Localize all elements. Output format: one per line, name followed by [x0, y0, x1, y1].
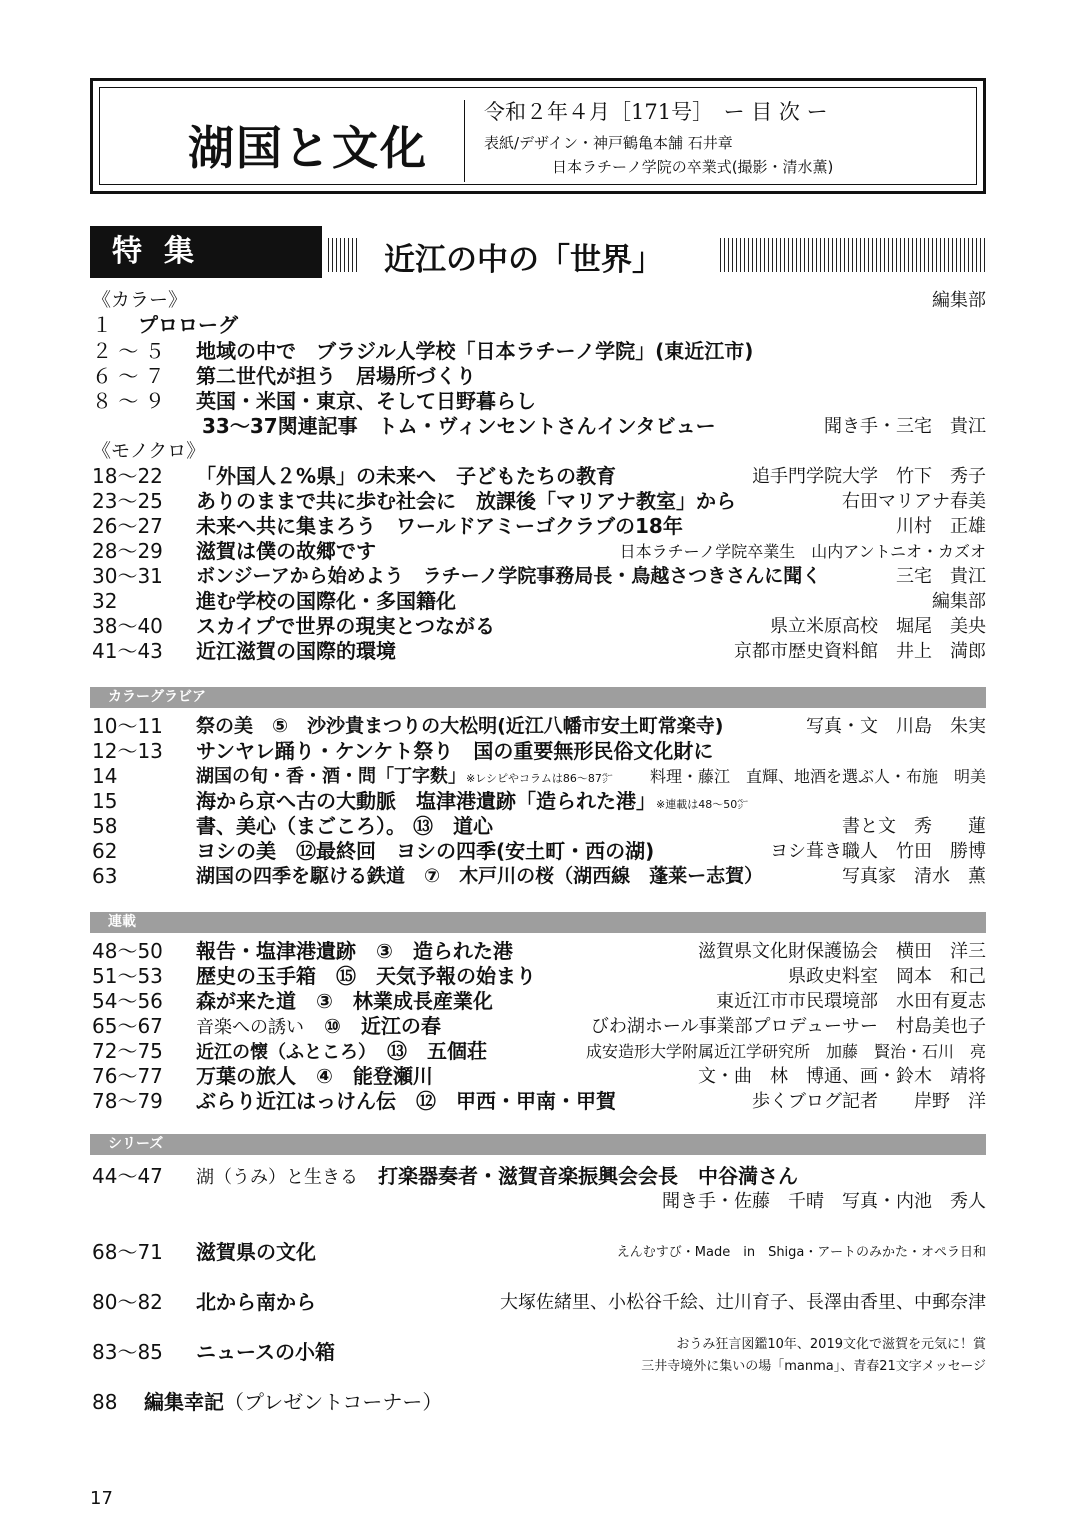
- entry-title: ボンジーアから始めよう ラチーノ学院事務局長・鳥越さつきさんに聞く: [196, 565, 822, 587]
- entry-pages: 32: [92, 589, 118, 613]
- entry-author: 成安造形大学附属近江学研究所 加藤 賢治・石川 亮: [585, 1042, 986, 1061]
- color-heading: 《カラー》: [92, 289, 188, 311]
- entry-title: 「外国人２%県」の未来へ 子どもたちの教育: [196, 464, 617, 488]
- entry-pages: 78～79: [92, 1089, 163, 1113]
- toc-entry[interactable]: [92, 614, 986, 639]
- entry-author: 右田マリアナ春美: [842, 491, 986, 512]
- mono-heading-row: [92, 439, 986, 464]
- entry-pages: 88: [92, 1390, 118, 1414]
- color-author: 編集部: [932, 290, 986, 311]
- entry-author-2: 三井寺境外に集いの場「manma」、青春21文字メッセージ: [641, 1359, 986, 1374]
- entry-title: 湖国の四季を駆ける鉄道 ⑦ 木戸川の桜（湖西線 蓬莱ー志賀）: [196, 865, 764, 887]
- entry-title: ヨシの美 ⑫最終回 ヨシの四季(安土町・西の湖): [196, 839, 655, 863]
- entry-author: 文・曲 林 博通、画・鈴木 靖将: [698, 1066, 986, 1087]
- entry-pages: 63: [92, 864, 118, 888]
- entry-author: 大塚佐緒里、小松谷千絵、辻川育子、長澤由香里、中郵奈津: [500, 1292, 986, 1313]
- entry-pages: 30～31: [92, 564, 163, 588]
- entry-author: びわ湖ホール事業部プロデューサー 村島美也子: [590, 1016, 986, 1037]
- entry-author: 歩くブログ記者 岸野 洋: [752, 1091, 986, 1112]
- entry-author: 滋賀県文化財保護協会 横田 洋三: [698, 941, 986, 962]
- entry-title: ぶらり近江はっけん伝 ⑫ 甲西・甲南・甲賀: [196, 1089, 616, 1113]
- entry-title: [196, 1014, 441, 1040]
- header-inner-frame: [99, 87, 977, 185]
- entry-pages: 18～22: [92, 464, 163, 488]
- entry-pages: ２ ～ ５: [92, 339, 165, 363]
- toc-entry[interactable]: [92, 1290, 986, 1315]
- entry-pages: 41～43: [92, 639, 163, 663]
- entry-pages: 15: [92, 789, 118, 813]
- entry-title-text: 湖国の旬・香・酒・問「丁字麩」: [196, 766, 466, 787]
- toc-entry-credit: [92, 1358, 986, 1376]
- entry-note: ※レシピやコラムは86～87㌻: [466, 772, 613, 785]
- entry-title: 万葉の旅人 ④ 能登瀬川: [196, 1064, 433, 1088]
- entry-title: [196, 789, 748, 817]
- entry-title: スカイプで世界の現実とつながる: [196, 614, 495, 638]
- section-bar-gravure: カラーグラビア: [90, 687, 986, 708]
- toc-entry[interactable]: [92, 989, 986, 1014]
- section-bar-series: シリーズ: [90, 1134, 986, 1155]
- entry-title: [196, 1039, 487, 1065]
- decorative-stripes-right: [720, 238, 986, 272]
- entry-pages: 38～40: [92, 614, 163, 638]
- entry-pages: 68～71: [92, 1240, 163, 1264]
- entry-pages: 14: [92, 764, 118, 788]
- entry-author: 日本ラチーノ学院卒業生 山内アントニオ・カズオ: [619, 542, 986, 561]
- entry-title: 英国・米国・東京、そして日野暮らし: [196, 389, 536, 413]
- entry-title-text: 編集幸記: [144, 1390, 224, 1414]
- entry-author: ヨシ葺き職人 竹田 勝博: [770, 841, 986, 862]
- toc-entry[interactable]: [92, 489, 986, 514]
- magazine-header: [90, 78, 986, 194]
- entry-title: 森が来た道 ③ 林業成長産業化: [196, 989, 493, 1013]
- entry-author: 聞き手・佐藤 千晴 写真・内池 秀人: [662, 1191, 986, 1212]
- toc-entry[interactable]: [92, 839, 986, 864]
- entry-author: 書と文 秀 蓮: [842, 816, 986, 837]
- entry-author: 写真家 清水 薫: [842, 866, 986, 887]
- toc-entry[interactable]: [92, 1089, 986, 1114]
- toc-entry[interactable]: [92, 939, 986, 964]
- entry-title-text: 海から京へ古の大動脈 塩津港遺跡「造られた港」: [196, 789, 656, 813]
- toc-entry[interactable]: [92, 564, 986, 589]
- header-divider: [464, 100, 465, 182]
- entry-author: 料理・藤江 直輝、地酒を選ぶ人・布施 明美: [649, 767, 986, 786]
- entry-pages: 51～53: [92, 964, 163, 988]
- feature-title: 近江の中の「世界」: [384, 242, 663, 278]
- entry-author: 写真・文 川島 朱実: [806, 716, 986, 737]
- cover-credit-line2: 日本ラチーノ学院の卒業式(撮影・清水薫): [552, 158, 834, 176]
- toc-entry-credit: [92, 1336, 986, 1354]
- entry-title: サンヤレ踊り・ケンケト祭り 国の重要無形民俗文化財に: [196, 739, 714, 763]
- entry-author: えんむすび・Made in Shiga・アートのみかた・オペラ日和: [616, 1245, 986, 1260]
- magazine-title: 湖国と文化: [188, 121, 428, 175]
- entry-pages: 23～25: [92, 489, 163, 513]
- entry-author: おうみ狂言図鑑10年、2019文化で滋賀を元気に！賞: [676, 1337, 986, 1352]
- entry-title: 第二世代が担う 居場所づくり: [196, 364, 476, 388]
- related-title: 33～37関連記事 トム・ヴィンセントさんインタビュー: [202, 414, 716, 438]
- toc-entry[interactable]: [92, 789, 986, 814]
- entry-note: ※連載は48～50㌻: [656, 798, 749, 811]
- toc-entry[interactable]: [92, 339, 986, 364]
- series-logo-text: 湖（うみ）と生きる: [196, 1167, 358, 1188]
- entry-title-text: 打楽器奏者・滋賀音楽振興会会長 中谷満さん: [358, 1164, 798, 1188]
- entry-title: プロローグ: [138, 313, 238, 337]
- entry-author: 県立米原高校 堀尾 美央: [770, 616, 986, 637]
- entry-pages: 10～11: [92, 714, 163, 738]
- toc-entry[interactable]: [92, 1240, 986, 1265]
- entry-author: 県政史料室 岡本 和己: [788, 966, 986, 987]
- mono-heading: 《モノクロ》: [92, 440, 206, 462]
- toc-entry[interactable]: [92, 964, 986, 989]
- entry-author: 京都市歴史資料館 井上 満郎: [734, 641, 986, 662]
- toc-entry[interactable]: [92, 1390, 986, 1415]
- entry-title: 祭の美 ⑤ 沙沙貴まつりの大松明(近江八幡市安土町常楽寺): [196, 715, 724, 737]
- entry-title: 歴史の玉手箱 ⑮ 天気予報の始まり: [196, 964, 536, 988]
- entry-title: 未来へ共に集まろう ワールドアミーゴクラブの18年: [196, 514, 683, 538]
- toc-entry[interactable]: [92, 714, 986, 739]
- entry-title: 報告・塩津港遺跡 ③ 造られた港: [196, 939, 513, 963]
- toc-entry[interactable]: [92, 1014, 986, 1039]
- entry-author: 東近江市市民環境部 水田有夏志: [716, 991, 986, 1012]
- toc-entry[interactable]: [92, 814, 986, 839]
- toc-entry[interactable]: [92, 1039, 986, 1064]
- toc-entry[interactable]: [92, 1164, 986, 1189]
- entry-author: 三宅 貴江: [896, 566, 986, 587]
- entry-title: [196, 1164, 798, 1190]
- color-heading-row: [92, 288, 986, 313]
- entry-title: 北から南から: [196, 1290, 316, 1314]
- series-logo-text: 近江の懐（ふところ）: [196, 1042, 367, 1063]
- toc-entry[interactable]: [92, 589, 986, 614]
- entry-pages: 12～13: [92, 739, 163, 763]
- entry-title: ニュースの小箱: [196, 1340, 335, 1364]
- entry-pages: 28～29: [92, 539, 163, 563]
- entry-title: 地域の中で ブラジル人学校「日本ラチーノ学院」(東近江市): [196, 339, 754, 363]
- toc-entry[interactable]: [92, 464, 986, 489]
- toc-entry[interactable]: [92, 313, 986, 338]
- entry-pages: 48～50: [92, 939, 163, 963]
- entry-pages: 26～27: [92, 514, 163, 538]
- entry-pages: １: [92, 313, 112, 337]
- toc-entry[interactable]: [92, 539, 986, 564]
- entry-pages: ６ ～ ７: [92, 364, 165, 388]
- toc-entry[interactable]: [92, 764, 986, 789]
- entry-author: 川村 正雄: [896, 516, 986, 537]
- related-author: 聞き手・三宅 貴江: [824, 416, 986, 437]
- series-logo-text: 音楽への誘い: [196, 1017, 304, 1038]
- entry-pages: 58: [92, 814, 118, 838]
- toc-entry-credit: [92, 1189, 986, 1214]
- decorative-stripes-left: [328, 238, 360, 272]
- entry-pages: 54～56: [92, 989, 163, 1013]
- entry-title: [196, 764, 613, 791]
- entry-pages: 83～85: [92, 1340, 163, 1364]
- entry-author: 編集部: [932, 591, 986, 612]
- entry-title: 近江滋賀の国際的環境: [196, 639, 396, 663]
- section-bar-serial: 連載: [90, 912, 986, 933]
- toc-entry[interactable]: [92, 739, 986, 764]
- entry-pages: 72～75: [92, 1039, 163, 1063]
- entry-title-text: ⑬ 五個荘: [367, 1039, 487, 1063]
- entry-pages: 80～82: [92, 1290, 163, 1314]
- entry-pages: ８ ～ ９: [92, 389, 165, 413]
- toc-entry[interactable]: [92, 364, 986, 389]
- entry-author: 追手門学院大学 竹下 秀子: [752, 466, 986, 487]
- toc-entry[interactable]: [92, 1064, 986, 1089]
- entry-pages: 76～77: [92, 1064, 163, 1088]
- entry-title: 進む学校の国際化・多国籍化: [196, 589, 456, 613]
- entry-title: 滋賀県の文化: [196, 1240, 316, 1264]
- issue-line: 令和２年４月［171号］ ー 目 次 ー: [484, 100, 828, 124]
- cover-credit-line1: 表紙/デザイン・神戸鶴亀本舗 石井章: [484, 134, 733, 152]
- entry-title: 滋賀は僕の故郷です: [196, 539, 376, 563]
- toc-entry-related[interactable]: [92, 414, 986, 439]
- entry-title: ありのままで共に歩む社会に 放課後「マリアナ教室」から: [196, 489, 736, 513]
- entry-pages: 65～67: [92, 1014, 163, 1038]
- entry-pages: 62: [92, 839, 118, 863]
- feature-label: 特集: [90, 226, 322, 278]
- entry-title: 書、美心（まごころ）。 ⑬ 道心: [196, 814, 493, 838]
- entry-title: [144, 1390, 442, 1415]
- page-number: 17: [90, 1488, 113, 1509]
- entry-pages: 44～47: [92, 1164, 163, 1188]
- entry-title-text: ⑩ 近江の春: [304, 1014, 441, 1038]
- toc-entry[interactable]: [92, 639, 986, 664]
- toc-entry[interactable]: [92, 864, 986, 889]
- toc-entry[interactable]: [92, 514, 986, 539]
- entry-title-suffix: （プレゼントコーナー）: [224, 1390, 443, 1414]
- toc-entry[interactable]: [92, 389, 986, 414]
